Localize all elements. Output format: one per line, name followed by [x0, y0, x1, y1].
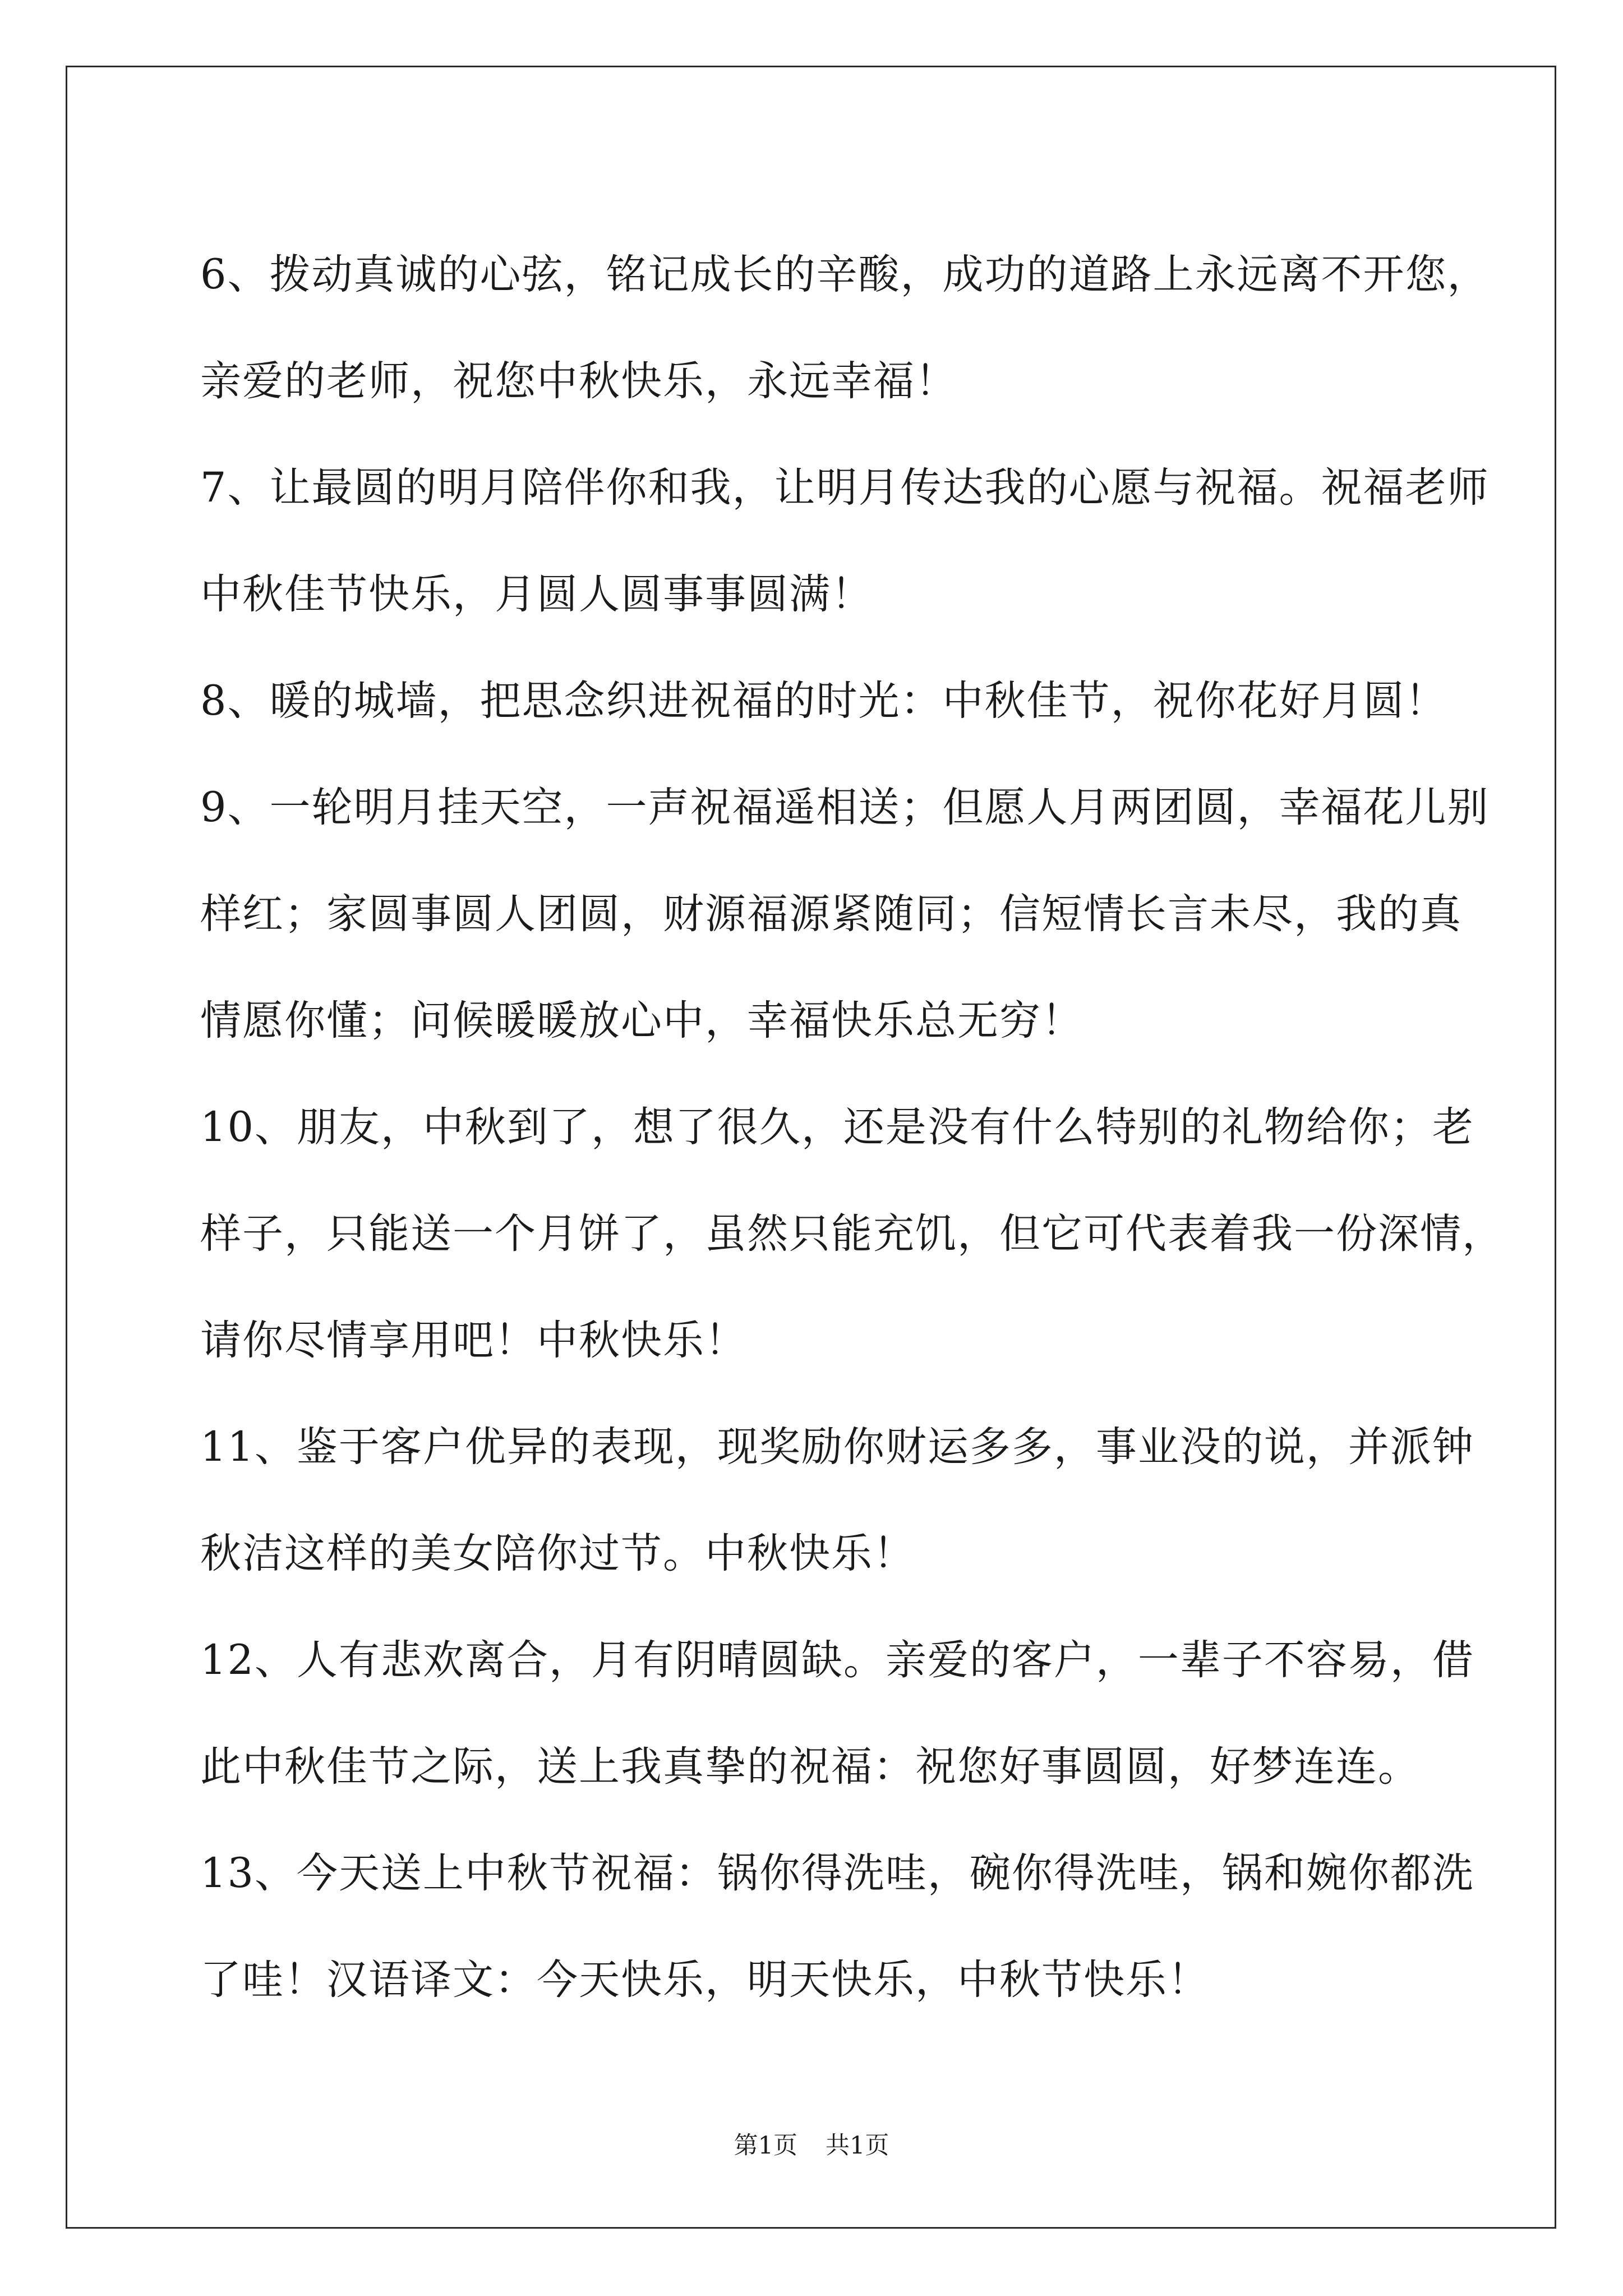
text-line: 亲爱的老师，祝您中秋快乐，永远幸福！	[200, 357, 957, 405]
text-line: 7、让最圆的明月陪伴你和我，让明月传达我的心愿与祝福。祝福老师	[200, 464, 1490, 512]
text-line: 样红；家圆事圆人团圆，财源福源紧随同；信短情长言未尽，我的真	[200, 890, 1462, 938]
paragraph-10	[200, 1074, 1504, 1394]
text-line: 秋洁这样的美女陪你过节。中秋快乐！	[200, 1530, 915, 1577]
paragraph-13	[200, 1820, 1479, 2033]
text-line: 6、拨动真诚的心弦，铭记成长的辛酸，成功的道路上永远离不开您，	[200, 251, 1490, 298]
page-total: 共1页	[826, 2132, 889, 2160]
text-line: 11、鉴于客户优异的表现，现奖励你财运多多，事业没的说，并派钟	[200, 1423, 1474, 1471]
paragraph-7	[200, 435, 1490, 648]
paragraph-11	[200, 1394, 1479, 1607]
text-line: 样子，只能送一个月饼了，虽然只能充饥，但它可代表着我一份深情，	[200, 1210, 1504, 1258]
text-line: 情愿你懂；问候暖暖放心中，幸福快乐总无穷！	[200, 997, 1083, 1045]
text-line: 9、一轮明月挂天空，一声祝福遥相送；但愿人月两团圆，幸福花儿别	[200, 784, 1490, 831]
text-line: 中秋佳节快乐，月圆人圆事事圆满！	[200, 570, 873, 618]
paragraph-6	[200, 222, 1490, 435]
text-line: 13、今天送上中秋节祝福：锅你得洗哇，碗你得洗哇，锅和婉你都洗	[200, 1849, 1474, 1897]
text-line: 请你尽情享用吧！中秋快乐！	[200, 1317, 747, 1364]
document-body	[200, 222, 1504, 2033]
page-number: 第1页	[734, 2132, 797, 2160]
text-line: 10、朋友，中秋到了，想了很久，还是没有什么特别的礼物给你；老	[200, 1103, 1474, 1151]
paragraph-8	[200, 648, 1479, 754]
text-line: 12、人有悲欢离合，月有阴晴圆缺。亲爱的客户，一辈子不容易，借	[200, 1636, 1474, 1684]
text-line: 了哇！汉语译文：今天快乐，明天快乐，中秋节快乐！	[200, 1956, 1210, 2004]
text-line: 此中秋佳节之际，送上我真挚的祝福：祝您好事圆圆，好梦连连。	[200, 1743, 1420, 1791]
page-footer	[0, 2129, 1623, 2162]
paragraph-12	[200, 1607, 1479, 1820]
paragraph-9	[200, 754, 1490, 1074]
text-line: 8、暖的城墙，把思念织进祝福的时光：中秋佳节，祝你花好月圆！	[200, 677, 1447, 725]
